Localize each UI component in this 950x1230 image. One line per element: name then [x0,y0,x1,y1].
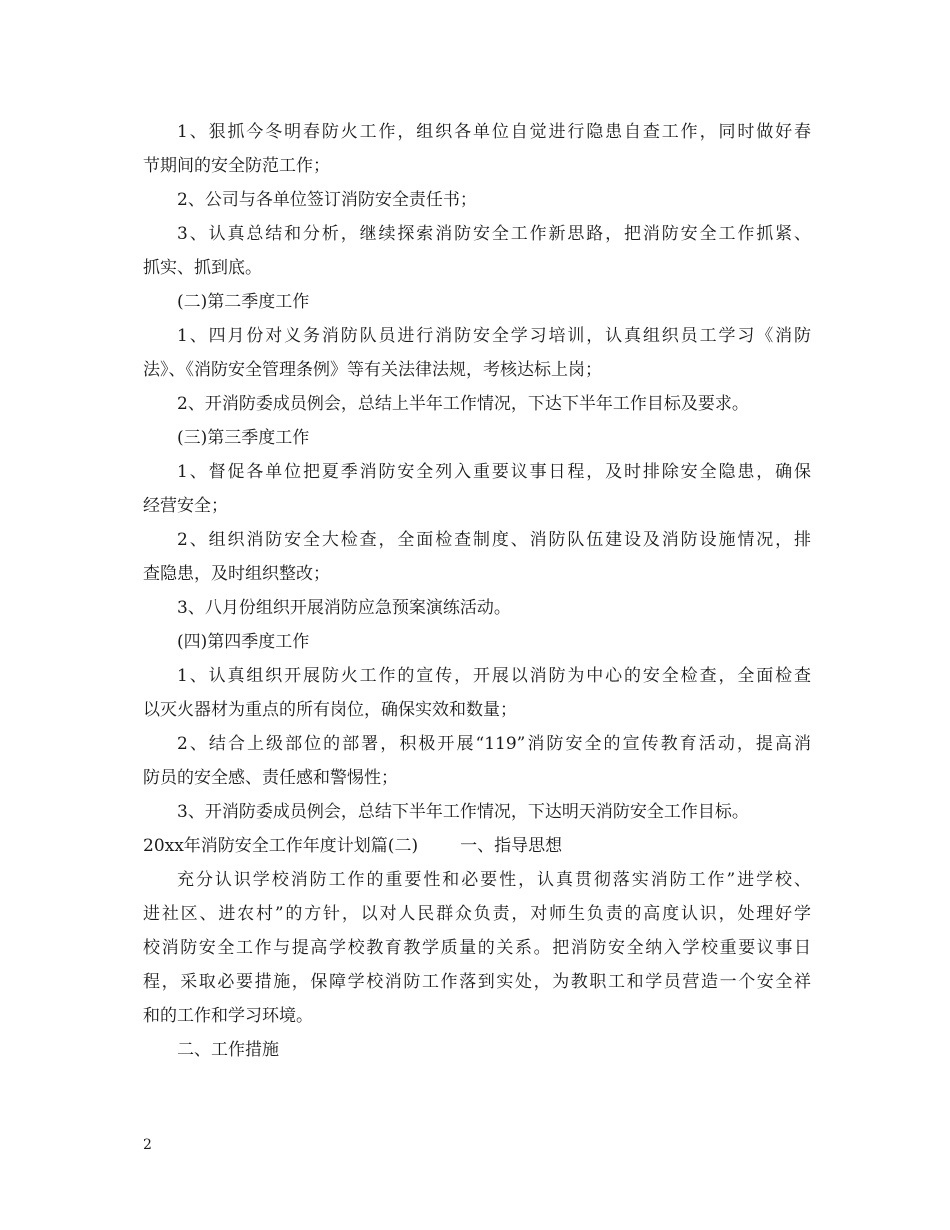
text-line: 经营安全； [143,496,228,516]
text-line: 3、八月份组织开展消防应急预案演练活动。 [177,598,511,618]
text-line: 以灭火器材为重点的所有岗位，确保实效和数量； [143,700,517,720]
text-line: 1、认真组织开展防火工作的宣传，开展以消防为中心的安全检查，全面检查 [177,666,811,686]
text-line: 2、开消防委成员例会，总结上半年工作情况，下达下半年工作目标及要求。 [177,394,749,414]
text-line: 1、督促各单位把夏季消防安全列入重要议事日程，及时排除安全隐患，确保 [177,462,811,482]
text-line: 充分认识学校消防工作的重要性和必要性，认真贯彻落实消防工作”进学校、 [177,870,811,890]
text-line: 节期间的安全防范工作； [143,156,330,176]
text-line: 1、四月份对义务消防队员进行消防安全学习培训，认真组织员工学习《消防 [177,326,811,346]
document-body [143,115,811,1067]
text-line: 3、认真总结和分析，继续探索消防安全工作新思路，把消防安全工作抓紧、 [177,224,811,244]
text-line: 1、狠抓今冬明春防火工作，组织各单位自觉进行隐患自查工作，同时做好春 [177,122,811,142]
text-line: 防员的安全感、责任感和警惕性； [143,768,398,788]
document-subtitle: 20xx年消防安全工作年度计划篇(二) [143,836,419,856]
page-number: 2 [143,1137,152,1153]
text-line: 2、结合上级部位的部署，积极开展“119”消防安全的宣传教育活动，提高消 [177,734,811,754]
section-title-work-measures: 二、工作措施 [177,1040,279,1060]
text-line: 2、组织消防安全大检查，全面检查制度、消防队伍建设及消防设施情况，排 [177,530,811,550]
text-line: 程，采取必要措施，保障学校消防工作落到实处，为教职工和学员营造一个安全祥 [143,972,811,992]
text-line: 和的工作和学习环境。 [143,1006,313,1026]
section-heading: (四)第四季度工作 [177,632,310,652]
text-line: 抓实、抓到底。 [143,258,262,278]
section-heading: (三)第三季度工作 [177,428,310,448]
section-title-guiding-thought: 一、指导思想 [460,836,563,856]
text-line: 校消防安全工作与提高学校教育教学质量的关系。把消防安全纳入学校重要议事日 [143,938,811,958]
section-heading: (二)第二季度工作 [177,292,310,312]
text-line: 3、开消防委成员例会，总结下半年工作情况，下达明天消防安全工作目标。 [177,802,749,822]
text-line: 查隐患，及时组织整改； [143,564,330,584]
text-line: 2、公司与各单位签订消防安全责任书； [177,190,477,210]
text-line: 进社区、进农村”的方针，以对人民群众负责，对师生负责的高度认识，处理好学 [143,904,811,924]
text-line: 法》、《消防安全管理条例》等有关法律法规，考核达标上岗； [143,360,602,380]
document-subtitle-line [143,829,811,863]
